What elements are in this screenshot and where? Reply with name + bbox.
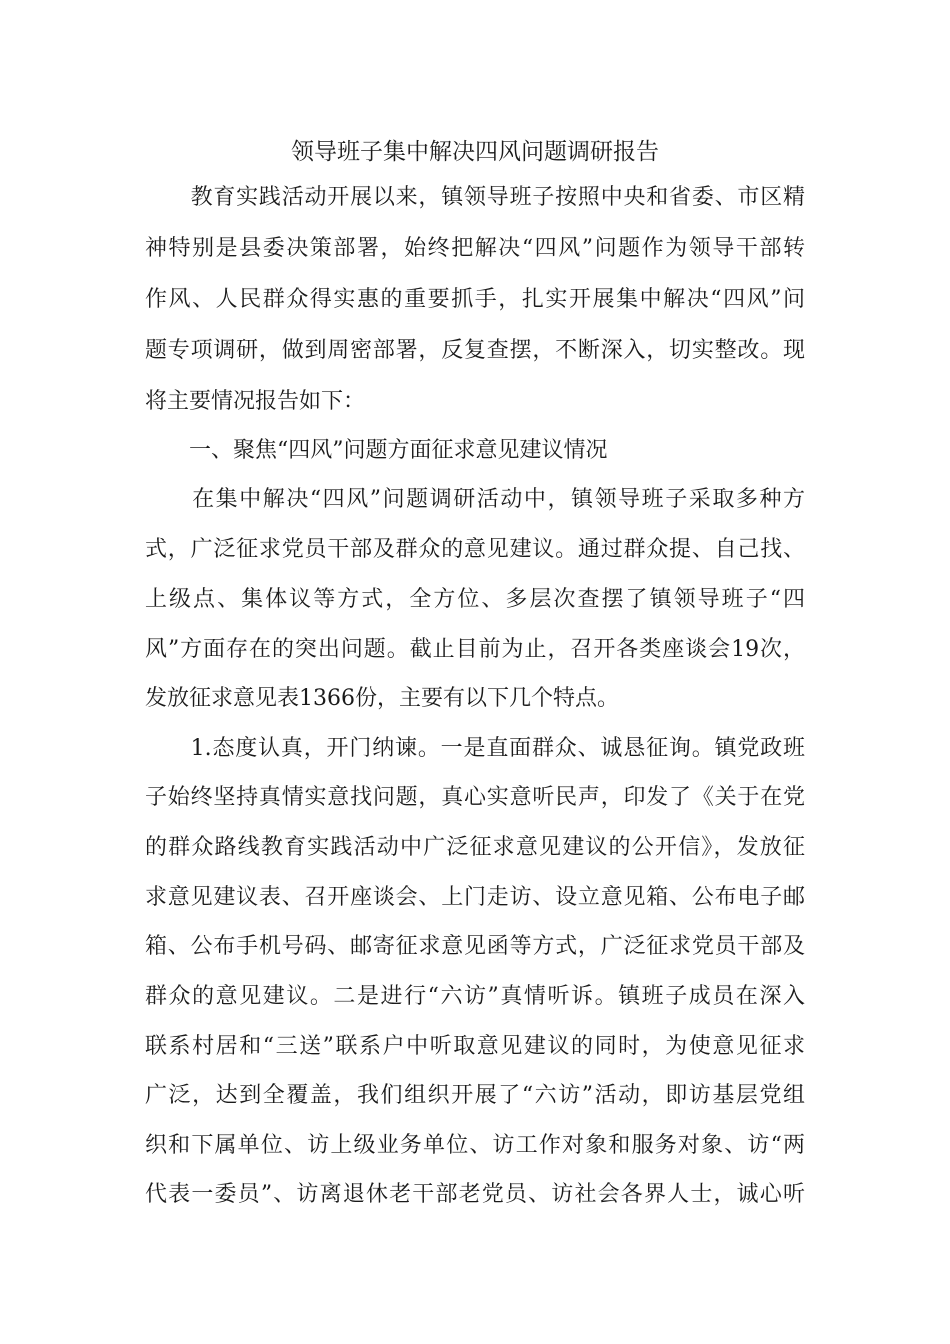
- paragraph-line: 群众的意见建议。二是进行“六访”真情听诉。镇班子成员在深入: [145, 984, 805, 1009]
- paragraph-line: 神特别是县委决策部署，始终把解决“四风”问题作为领导干部转: [145, 236, 805, 261]
- section-heading: 一、聚焦“四风”问题方面征求意见建议情况: [145, 438, 608, 463]
- paragraph-line: 式，广泛征求党员干部及群众的意见建议。通过群众提、自己找、: [145, 537, 805, 562]
- paragraph-line: 风”方面存在的突出问题。截止目前为止，召开各类座谈会19次，: [145, 637, 805, 662]
- paragraph-line: 广泛，达到全覆盖，我们组织开展了“六访”活动，即访基层党组: [145, 1083, 805, 1108]
- paragraph-line: 在集中解决“四风”问题调研活动中，镇领导班子采取多种方: [145, 487, 805, 512]
- paragraph-line: 的群众路线教育实践活动中广泛征求意见建议的公开信》，发放征: [145, 835, 805, 860]
- paragraph-line: 作风、人民群众得实惠的重要抓手，扎实开展集中解决“四风”问: [145, 287, 805, 312]
- paragraph-line: 发放征求意见表1366份，主要有以下几个特点。: [145, 686, 619, 711]
- paragraph-line: 上级点、集体议等方式，全方位、多层次查摆了镇领导班子“四: [145, 587, 805, 612]
- paragraph-line: 1.态度认真，开门纳谏。一是直面群众、诚恳征询。镇党政班: [145, 736, 805, 761]
- paragraph-line: 代表一委员”、访离退休老干部老党员、访社会各界人士，诚心听: [145, 1182, 805, 1207]
- paragraph-line: 织和下属单位、访上级业务单位、访工作对象和服务对象、访“两: [145, 1133, 805, 1158]
- paragraph-line: 箱、公布手机号码、邮寄征求意见函等方式，广泛征求党员干部及: [145, 934, 805, 959]
- document-title: 领导班子集中解决四风问题调研报告: [291, 139, 659, 165]
- paragraph-line: 联系村居和“三送”联系户中听取意见建议的同时，为使意见征求: [145, 1034, 805, 1059]
- paragraph-line: 将主要情况报告如下：: [145, 389, 366, 414]
- paragraph-line: 教育实践活动开展以来，镇领导班子按照中央和省委、市区精: [145, 185, 805, 210]
- paragraph-line: 求意见建议表、召开座谈会、上门走访、设立意见箱、公布电子邮: [145, 885, 805, 910]
- paragraph-line: 题专项调研，做到周密部署，反复查摆，不断深入，切实整改。现: [145, 338, 805, 363]
- paragraph-line: 子始终坚持真情实意找问题，真心实意听民声，印发了《关于在党: [145, 785, 805, 810]
